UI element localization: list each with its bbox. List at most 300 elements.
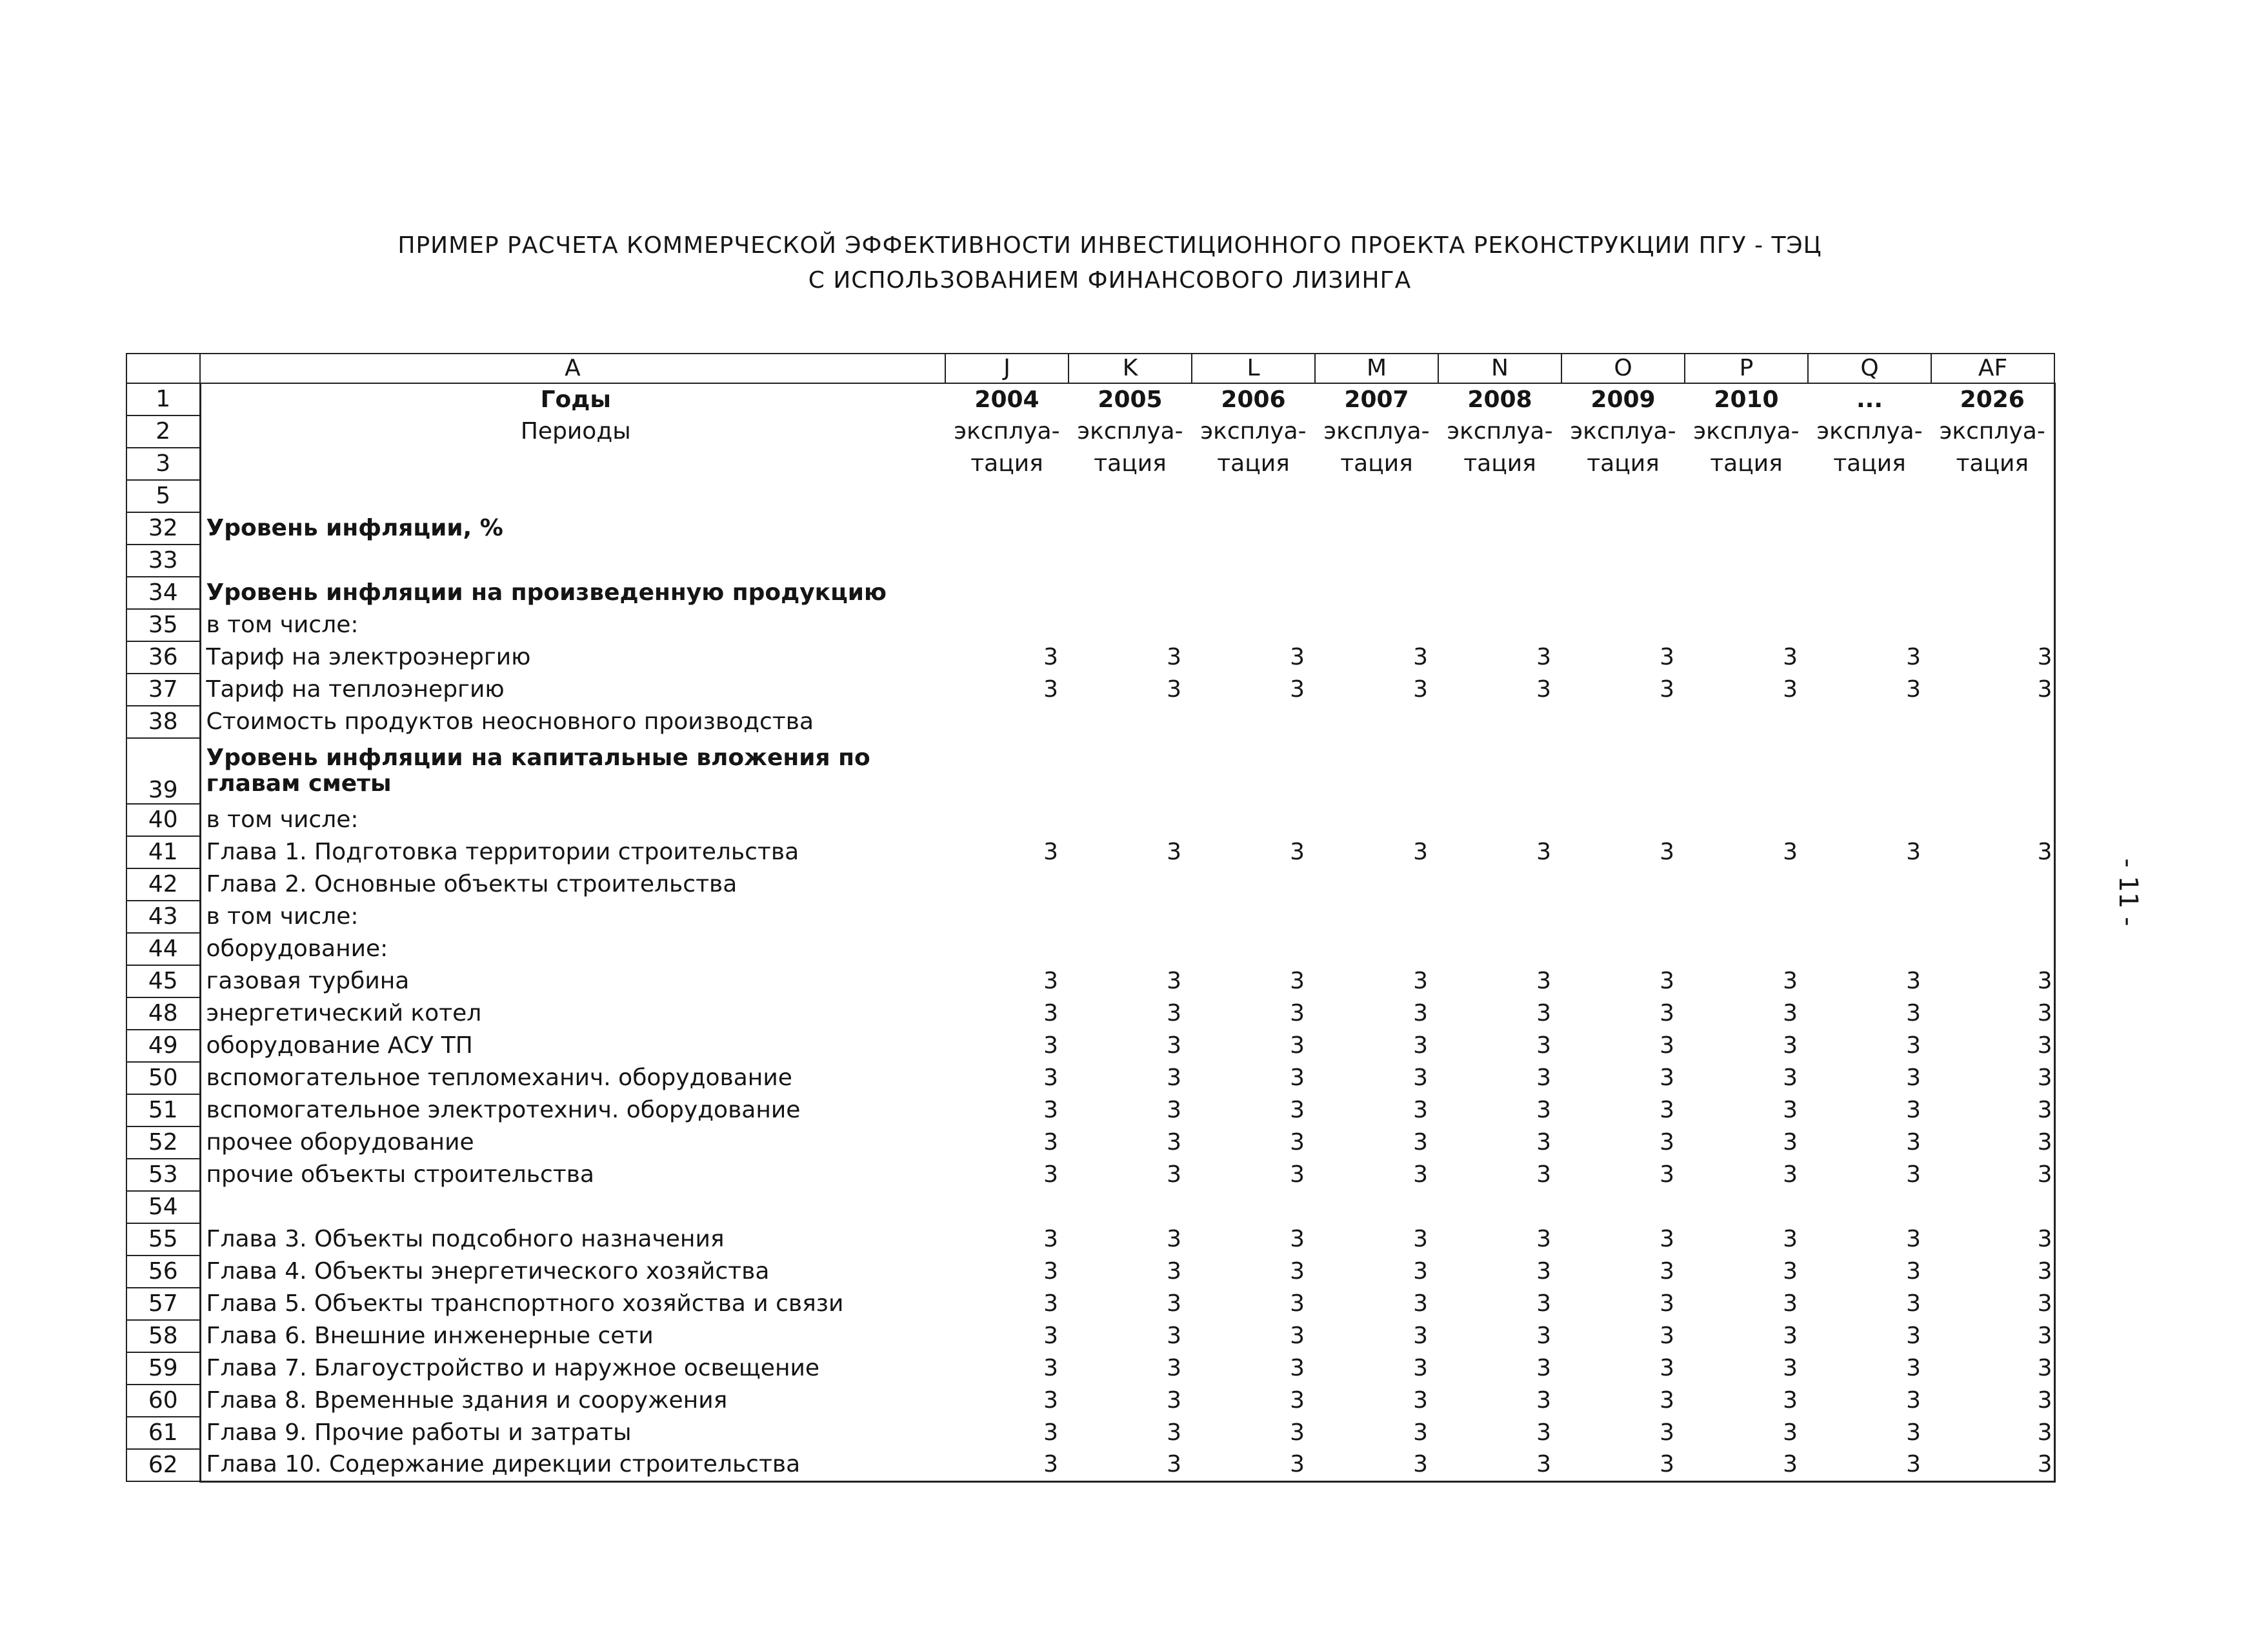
column-header[interactable]: P: [1685, 354, 1808, 383]
value-cell: [1438, 577, 1561, 609]
value-cell: 3: [1931, 1449, 2054, 1481]
table-row: [126, 1094, 2054, 1126]
corner-cell[interactable]: [126, 354, 200, 383]
value-cell: 3: [1660, 644, 1674, 671]
value-cell: 3: [1783, 1355, 1798, 1382]
value-cell: 3: [1043, 1097, 1058, 1124]
period-cell: эксплуа-: [1200, 418, 1307, 445]
value-cell: [1561, 1191, 1685, 1223]
value-cell: [1931, 738, 2054, 804]
column-header[interactable]: A: [200, 354, 945, 383]
value-cell: [1069, 1191, 1192, 1223]
table-row: [126, 1449, 2054, 1481]
table-row: [126, 577, 2054, 609]
column-header[interactable]: Q: [1808, 354, 1931, 383]
row-number[interactable]: 50: [126, 1062, 200, 1094]
row-number[interactable]: 2: [126, 415, 200, 448]
value-cell: 3: [1931, 674, 2054, 706]
value-cell: 3: [1413, 676, 1428, 703]
period-cell: тация: [1931, 448, 2054, 480]
value-cell: 3: [1906, 676, 1921, 703]
value-cell: 3: [1069, 1449, 1192, 1481]
value-cell: 3: [1536, 1323, 1551, 1350]
value-cell: 3: [1906, 1065, 1921, 1092]
value-cell: [1808, 933, 1931, 965]
row-number[interactable]: 35: [126, 609, 200, 641]
value-cell: 3: [1167, 1032, 1181, 1059]
row-number[interactable]: 57: [126, 1288, 200, 1320]
years-label: Годы: [200, 383, 945, 415]
value-cell: [1808, 738, 1931, 804]
value-cell: [1931, 512, 2054, 545]
row-number[interactable]: 39: [126, 738, 200, 804]
value-cell: 3: [1192, 1449, 1315, 1481]
value-cell: 3: [1290, 968, 1305, 995]
value-cell: [1685, 577, 1808, 609]
value-cell: [945, 933, 1069, 965]
value-cell: 3: [1536, 1419, 1551, 1446]
value-cell: 3: [1413, 1161, 1428, 1188]
value-cell: [1561, 804, 1685, 836]
row-label: прочие объекты строительства: [200, 1159, 945, 1191]
value-cell: [1438, 868, 1561, 901]
period-cell: тация: [1217, 450, 1290, 477]
value-cell: 3: [1290, 1258, 1305, 1285]
column-header[interactable]: O: [1561, 354, 1685, 383]
value-cell: 3: [1783, 1323, 1798, 1350]
value-cell: [1069, 804, 1192, 836]
value-cell: [1931, 804, 2054, 836]
value-cell: 3: [1660, 1387, 1674, 1414]
value-cell: 3: [1290, 644, 1305, 671]
row-label: Уровень инфляции на произведенную продукцию: [200, 577, 945, 609]
period-cell: эксплуа-: [1931, 415, 2054, 448]
year-cell: 2009: [1591, 386, 1656, 413]
value-cell: 3: [1660, 968, 1674, 995]
table-row: [126, 738, 2054, 804]
value-cell: 3: [1931, 997, 2054, 1030]
row-number[interactable]: 49: [126, 1030, 200, 1062]
value-cell: [1808, 901, 1931, 933]
value-cell: [945, 738, 1069, 804]
value-cell: [1561, 577, 1685, 609]
value-cell: [1315, 577, 1438, 609]
value-cell: 3: [1931, 1159, 2054, 1191]
value-cell: [1808, 480, 1931, 512]
value-cell: [1931, 609, 2054, 641]
row-label: в том числе:: [200, 804, 945, 836]
value-cell: 3: [1290, 1000, 1305, 1027]
value-cell: 3: [1043, 1000, 1058, 1027]
value-cell: [1315, 545, 1438, 577]
value-cell: 3: [1290, 1097, 1305, 1124]
value-cell: 3: [1167, 1258, 1181, 1285]
value-cell: 3: [945, 1449, 1069, 1481]
table-row: [126, 901, 2054, 933]
value-cell: 3: [1167, 968, 1181, 995]
value-cell: [1069, 609, 1192, 641]
value-cell: 3: [1906, 1387, 1921, 1414]
row-number[interactable]: 1: [126, 383, 200, 415]
year-cell: 2007: [1344, 386, 1409, 413]
value-cell: 3: [1931, 1094, 2054, 1126]
value-cell: 3: [1660, 1226, 1674, 1253]
value-cell: [1192, 480, 1315, 512]
value-cell: [1069, 577, 1192, 609]
value-cell: 3: [1906, 1355, 1921, 1382]
value-cell: 3: [1783, 1258, 1798, 1285]
value-cell: [1561, 512, 1685, 545]
value-cell: [1931, 1191, 2054, 1223]
row-number[interactable]: 62: [126, 1449, 200, 1481]
value-cell: 3: [1906, 1032, 1921, 1059]
value-cell: 3: [1536, 1097, 1551, 1124]
value-cell: [1561, 868, 1685, 901]
value-cell: [945, 577, 1069, 609]
row-label: вспомогательное тепломеханич. оборудование: [200, 1062, 945, 1094]
value-cell: [1069, 933, 1192, 965]
year-cell: 2008: [1467, 386, 1532, 413]
row-number[interactable]: 5: [126, 480, 200, 512]
column-header[interactable]: J: [945, 354, 1069, 383]
value-cell: 3: [1660, 1419, 1674, 1446]
value-cell: 3: [1536, 1129, 1551, 1156]
row-number[interactable]: 48: [126, 997, 200, 1030]
value-cell: [1561, 901, 1685, 933]
row-number[interactable]: 32: [126, 512, 200, 545]
value-cell: [1808, 512, 1931, 545]
table-row: [126, 1256, 2054, 1288]
value-cell: 3: [1290, 1032, 1305, 1059]
value-cell: [1438, 738, 1561, 804]
value-cell: 3: [1043, 644, 1058, 671]
value-cell: 3: [1808, 1449, 1931, 1481]
document-title: ПРИМЕР РАСЧЕТА КОММЕРЧЕСКОЙ ЭФФЕКТИВНОСТИ ИНВЕСТИЦИОННОГО ПРОЕКТА РЕКОНСТРУКЦИИ ПГУ - ТЭЦ: [397, 232, 1822, 259]
row-number[interactable]: 51: [126, 1094, 200, 1126]
row-label: Стоимость продуктов неосновного производства: [200, 706, 945, 738]
value-cell: [1315, 512, 1438, 545]
value-cell: [1685, 901, 1808, 933]
row-label: Тариф на теплоэнергию: [200, 674, 945, 706]
table-row: [126, 965, 2054, 997]
value-cell: [1192, 901, 1315, 933]
table-row: [126, 1352, 2054, 1385]
row-label: оборудование АСУ ТП: [200, 1030, 945, 1062]
row-number[interactable]: 61: [126, 1417, 200, 1449]
value-cell: 3: [1043, 1323, 1058, 1350]
value-cell: 3: [1290, 676, 1305, 703]
row-label: Глава 9. Прочие работы и затраты: [200, 1417, 945, 1449]
value-cell: [1438, 609, 1561, 641]
column-header[interactable]: M: [1315, 354, 1438, 383]
column-header[interactable]: AF: [1931, 354, 2054, 383]
value-cell: 3: [1413, 1323, 1428, 1350]
row-number[interactable]: 55: [126, 1223, 200, 1256]
period-cell: тация: [1340, 450, 1413, 477]
value-cell: [1685, 545, 1808, 577]
value-cell: 3: [1660, 1258, 1674, 1285]
year-cell: ...: [1856, 386, 1883, 413]
value-cell: 3: [1043, 1161, 1058, 1188]
value-cell: 3: [1931, 1320, 2054, 1352]
value-cell: 3: [1783, 676, 1798, 703]
value-cell: 3: [1783, 1065, 1798, 1092]
value-cell: 3: [1931, 1126, 2054, 1159]
value-cell: 3: [1906, 1000, 1921, 1027]
column-header[interactable]: L: [1192, 354, 1315, 383]
value-cell: [1069, 901, 1192, 933]
value-cell: [1192, 868, 1315, 901]
year-cell: 2010: [1714, 386, 1779, 413]
value-cell: [945, 901, 1069, 933]
value-cell: 3: [1043, 1355, 1058, 1382]
value-cell: 3: [1536, 1065, 1551, 1092]
value-cell: [1315, 609, 1438, 641]
row-label: энергетический котел: [200, 997, 945, 1030]
period-cell: эксплуа-: [1570, 418, 1676, 445]
row-number[interactable]: 38: [126, 706, 200, 738]
value-cell: 3: [1783, 1161, 1798, 1188]
value-cell: [1685, 868, 1808, 901]
value-cell: 3: [1906, 1129, 1921, 1156]
table-row: [126, 1223, 2054, 1256]
value-cell: 3: [1536, 644, 1551, 671]
value-cell: 3: [1561, 1449, 1685, 1481]
row-number[interactable]: 54: [126, 1191, 200, 1223]
table-row: [126, 1288, 2054, 1320]
value-cell: [1315, 901, 1438, 933]
value-cell: 3: [1931, 836, 2054, 868]
value-cell: 3: [1290, 1226, 1305, 1253]
value-cell: [1438, 706, 1561, 738]
value-cell: 3: [1290, 1419, 1305, 1446]
value-cell: 3: [1660, 1290, 1674, 1317]
value-cell: [1438, 480, 1561, 512]
period-cell: эксплуа-: [1693, 418, 1800, 445]
value-cell: 3: [1290, 1323, 1305, 1350]
value-cell: 3: [1660, 1097, 1674, 1124]
period-cell: тация: [970, 450, 1043, 477]
row-label: Глава 1. Подготовка территории строительства: [200, 836, 945, 868]
row-label-line: главам сметы: [206, 770, 392, 797]
column-header[interactable]: N: [1438, 354, 1561, 383]
value-cell: 3: [1290, 1161, 1305, 1188]
table-row: [126, 641, 2054, 674]
row-label: Глава 2. Основные объекты строительства: [200, 868, 945, 901]
value-cell: 3: [1906, 968, 1921, 995]
row-label: газовая турбина: [200, 965, 945, 997]
value-cell: 3: [1536, 1387, 1551, 1414]
value-cell: 3: [1906, 1258, 1921, 1285]
value-cell: 3: [1413, 644, 1428, 671]
value-cell: 3: [1783, 1032, 1798, 1059]
value-cell: [945, 512, 1069, 545]
row-number[interactable]: 36: [126, 641, 200, 674]
value-cell: [1685, 512, 1808, 545]
row-number[interactable]: 53: [126, 1159, 200, 1191]
value-cell: 3: [1438, 1449, 1561, 1481]
row-label: Тариф на электроэнергию: [200, 641, 945, 674]
value-cell: 3: [1536, 1258, 1551, 1285]
value-cell: 3: [1043, 1290, 1058, 1317]
value-cell: 3: [1931, 1062, 2054, 1094]
row-number[interactable]: 59: [126, 1352, 200, 1385]
value-cell: [1069, 545, 1192, 577]
value-cell: [945, 545, 1069, 577]
value-cell: 3: [1167, 1323, 1181, 1350]
value-cell: 3: [1783, 1387, 1798, 1414]
row-label: оборудование:: [200, 933, 945, 965]
value-cell: 3: [1413, 1290, 1428, 1317]
value-cell: 3: [1660, 1065, 1674, 1092]
value-cell: 3: [1536, 839, 1551, 866]
row-number[interactable]: 37: [126, 674, 200, 706]
value-cell: [1685, 480, 1808, 512]
value-cell: 3: [1660, 1355, 1674, 1382]
row-number[interactable]: 3: [126, 448, 200, 480]
value-cell: 3: [1413, 1129, 1428, 1156]
value-cell: [1069, 868, 1192, 901]
value-cell: 3: [1167, 1161, 1181, 1188]
row-number[interactable]: 33: [126, 545, 200, 577]
value-cell: 3: [1043, 839, 1058, 866]
value-cell: [945, 868, 1069, 901]
value-cell: [1561, 480, 1685, 512]
row-number[interactable]: 60: [126, 1385, 200, 1417]
value-cell: [1931, 933, 2054, 965]
value-cell: 3: [1906, 1097, 1921, 1124]
row-number[interactable]: 43: [126, 901, 200, 933]
table-row: [126, 674, 2054, 706]
row-label: прочее оборудование: [200, 1126, 945, 1159]
value-cell: [1315, 804, 1438, 836]
value-cell: 3: [1536, 1161, 1551, 1188]
value-cell: [1192, 1191, 1315, 1223]
value-cell: 3: [1931, 1288, 2054, 1320]
value-cell: [1685, 609, 1808, 641]
value-cell: [1931, 706, 2054, 738]
value-cell: [1069, 480, 1192, 512]
value-cell: 3: [1043, 676, 1058, 703]
value-cell: 3: [1783, 1097, 1798, 1124]
row-number[interactable]: 44: [126, 933, 200, 965]
table-row: [126, 1159, 2054, 1191]
value-cell: 3: [1536, 1355, 1551, 1382]
row-number[interactable]: 42: [126, 868, 200, 901]
value-cell: [1685, 738, 1808, 804]
row-number[interactable]: 56: [126, 1256, 200, 1288]
value-cell: 3: [1043, 1387, 1058, 1414]
value-cell: 3: [1931, 1223, 2054, 1256]
value-cell: 3: [1290, 1065, 1305, 1092]
period-cell: эксплуа-: [954, 418, 1060, 445]
value-cell: 3: [1536, 676, 1551, 703]
table-row: [126, 1191, 2054, 1223]
period-cell: тация: [1710, 450, 1783, 477]
table-row: [126, 997, 2054, 1030]
row-number[interactable]: 34: [126, 577, 200, 609]
value-cell: 3: [1660, 1323, 1674, 1350]
value-cell: [1192, 738, 1315, 804]
value-cell: [1561, 706, 1685, 738]
table-row: [126, 933, 2054, 965]
periods-row-2: [126, 448, 2054, 480]
value-cell: 3: [1536, 1290, 1551, 1317]
value-cell: 3: [1043, 1226, 1058, 1253]
row-label: вспомогательное электротехнич. оборудование: [200, 1094, 945, 1126]
empty-label: [200, 448, 945, 480]
table-row: [126, 804, 2054, 836]
value-cell: 3: [1043, 1065, 1058, 1092]
page-number: - 11 -: [2113, 858, 2143, 926]
spreadsheet-table: [126, 353, 2056, 1483]
year-cell: 2004: [974, 386, 1039, 413]
value-cell: [1808, 545, 1931, 577]
value-cell: [1438, 1191, 1561, 1223]
value-cell: 3: [1906, 1226, 1921, 1253]
value-cell: 3: [1167, 839, 1181, 866]
document-subtitle: С ИСПОЛЬЗОВАНИЕМ ФИНАНСОВОГО ЛИЗИНГА: [808, 267, 1412, 294]
value-cell: 3: [1413, 1032, 1428, 1059]
value-cell: [1069, 512, 1192, 545]
row-number[interactable]: 58: [126, 1320, 200, 1352]
value-cell: 3: [1906, 1323, 1921, 1350]
value-cell: 3: [1315, 1449, 1438, 1481]
value-cell: [1685, 933, 1808, 965]
value-cell: 3: [1906, 644, 1921, 671]
value-cell: 3: [1413, 1258, 1428, 1285]
row-label: [200, 480, 945, 512]
value-cell: [1069, 738, 1192, 804]
period-cell: тация: [1833, 450, 1906, 477]
years-row: [126, 383, 2054, 415]
value-cell: [1561, 609, 1685, 641]
column-header[interactable]: K: [1069, 354, 1192, 383]
table-row: [126, 836, 2054, 868]
value-cell: [1561, 545, 1685, 577]
value-cell: [1808, 868, 1931, 901]
row-label: Глава 3. Объекты подсобного назначения: [200, 1223, 945, 1256]
value-cell: [945, 804, 1069, 836]
value-cell: 3: [1783, 1419, 1798, 1446]
table-row: [126, 706, 2054, 738]
value-cell: 3: [1167, 1226, 1181, 1253]
row-number[interactable]: 45: [126, 965, 200, 997]
value-cell: [1315, 480, 1438, 512]
value-cell: [1931, 901, 2054, 933]
value-cell: [1192, 577, 1315, 609]
value-cell: 3: [1167, 1097, 1181, 1124]
value-cell: [1808, 1191, 1931, 1223]
value-cell: [1561, 738, 1685, 804]
row-number[interactable]: 41: [126, 836, 200, 868]
value-cell: [1438, 804, 1561, 836]
value-cell: 3: [1906, 1290, 1921, 1317]
value-cell: 3: [1783, 1226, 1798, 1253]
row-number[interactable]: 40: [126, 804, 200, 836]
year-cell: 2005: [1098, 386, 1163, 413]
value-cell: [1192, 933, 1315, 965]
row-number[interactable]: 52: [126, 1126, 200, 1159]
value-cell: 3: [1290, 1355, 1305, 1382]
value-cell: [945, 706, 1069, 738]
value-cell: [945, 1191, 1069, 1223]
value-cell: 3: [1290, 1387, 1305, 1414]
table-row: [126, 1030, 2054, 1062]
row-label: Уровень инфляции, %: [200, 512, 945, 545]
value-cell: 3: [1167, 1000, 1181, 1027]
value-cell: [1931, 577, 2054, 609]
